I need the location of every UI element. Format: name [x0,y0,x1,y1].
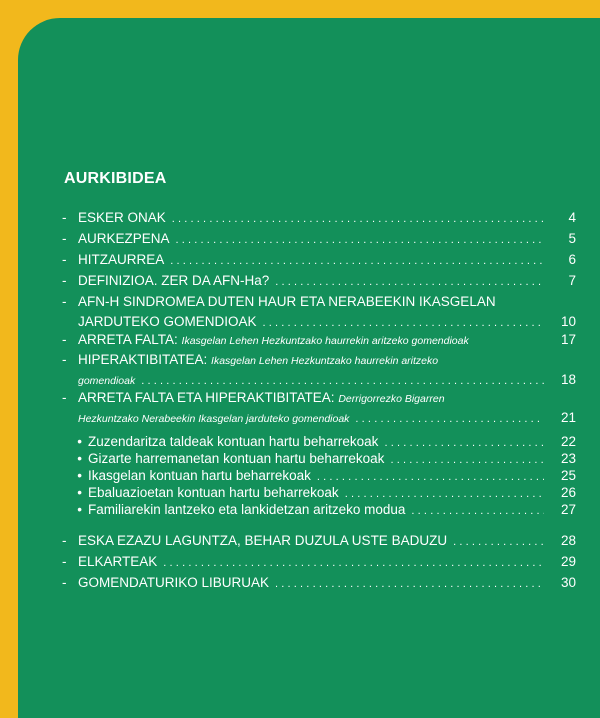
entry-label: HIPERAKTIBITATEA: [78,352,208,367]
page-number: 29 [560,554,576,569]
dot-bullet: • [77,502,82,517]
entry-label: AURKEZPENA [78,231,170,246]
entry-subtitle: Ikasgelan Lehen Hezkuntzako haurrekin aritzeko [211,355,439,367]
subentry-label: Familiarekin lantzeko eta lankidetzan aritzeko modua [88,502,406,517]
subentry-label: Ikasgelan kontuan hartu beharrekoak [88,468,311,483]
toc-subentry[interactable] [62,500,576,520]
dash-bullet: - [62,332,67,347]
dash-bullet: - [62,352,67,367]
toc-entry[interactable] [62,250,576,270]
dot-leader [176,230,544,250]
dash-bullet: - [62,575,67,590]
toc-entry[interactable] [62,208,576,228]
dot-leader [172,209,544,229]
entry-label: ARRETA FALTA ETA HIPERAKTIBITATEA: [78,390,335,405]
dot-leader [355,409,544,429]
page-number: 17 [560,332,576,347]
toc-entry[interactable] [62,573,576,593]
page-number: 22 [560,434,576,449]
entry-label-line1: AFN-H SINDROMEA DUTEN HAUR ETA NERABEEKIN IKASGELAN [78,294,496,309]
subentry-label: Zuzendaritza taldeak kontuan hartu beharrekoak [88,434,379,449]
dash-bullet: - [62,273,67,288]
dash-bullet: - [62,231,67,246]
dot-bullet: • [77,434,82,449]
page-number: 6 [568,252,576,267]
page-number: 27 [560,502,576,517]
page-number: 4 [568,210,576,225]
entry-label: DEFINIZIOA. ZER DA AFN-Ha? [78,273,270,288]
entry-label: ESKA EZAZU LAGUNTZA, BEHAR DUZULA USTE BADUZU [78,533,448,548]
dot-leader [163,553,544,573]
entry-label: ELKARTEAK [78,554,158,569]
subentry-label: Ebaluazioetan kontuan hartu beharrekoak [88,485,339,500]
page-number: 30 [560,575,576,590]
page-number: 25 [560,468,576,483]
dash-bullet: - [62,210,67,225]
page-number: 18 [560,372,576,387]
dash-bullet: - [62,533,67,548]
dash-bullet: - [62,294,67,309]
page-number: 26 [560,485,576,500]
dot-bullet: • [77,468,82,483]
toc-entry[interactable] [62,531,576,551]
toc-entry[interactable] [62,330,576,350]
subentry-label: Gizarte harremanetan kontuan hartu beharrekoak [88,451,385,466]
page-number: 21 [560,410,576,425]
dot-bullet: • [77,485,82,500]
dash-bullet: - [62,390,67,405]
entry-label-line2: JARDUTEKO GOMENDIOAK [78,314,257,329]
page-number: 7 [568,273,576,288]
entry-subtitle: Ikasgelan Lehen Hezkuntzako haurrekin aritzeko gomendioak [181,335,469,347]
dash-bullet: - [62,554,67,569]
dot-leader [170,251,544,271]
dot-leader [275,574,544,594]
dash-bullet: - [62,252,67,267]
page-number: 5 [568,231,576,246]
dot-leader [453,532,544,552]
entry-label: ESKER ONAK [78,210,166,225]
entry-subtitle: Derrigorrezko Bigarren [338,393,445,405]
toc-title: AURKIBIDEA [64,170,167,187]
page-number: 23 [560,451,576,466]
dot-bullet: • [77,451,82,466]
entry-label: HITZAURREA [78,252,165,267]
toc-entry[interactable] [62,388,576,428]
toc-entry[interactable] [62,292,576,332]
entry-label: ARRETA FALTA: [78,332,178,347]
toc-entry[interactable] [62,552,576,572]
toc-entry[interactable] [62,229,576,249]
toc-entry[interactable] [62,271,576,291]
entry-subtitle-line2: gomendioak [78,375,136,387]
entry-label: GOMENDATURIKO LIBURUAK [78,575,270,590]
toc-entry[interactable] [62,350,576,390]
page-number: 28 [560,533,576,548]
dot-leader [275,272,544,292]
dot-leader [411,501,544,521]
page-number: 10 [560,314,576,329]
entry-subtitle-line2: Hezkuntzako Nerabeekin Ikasgelan jarduteko gomendioak [78,413,350,425]
